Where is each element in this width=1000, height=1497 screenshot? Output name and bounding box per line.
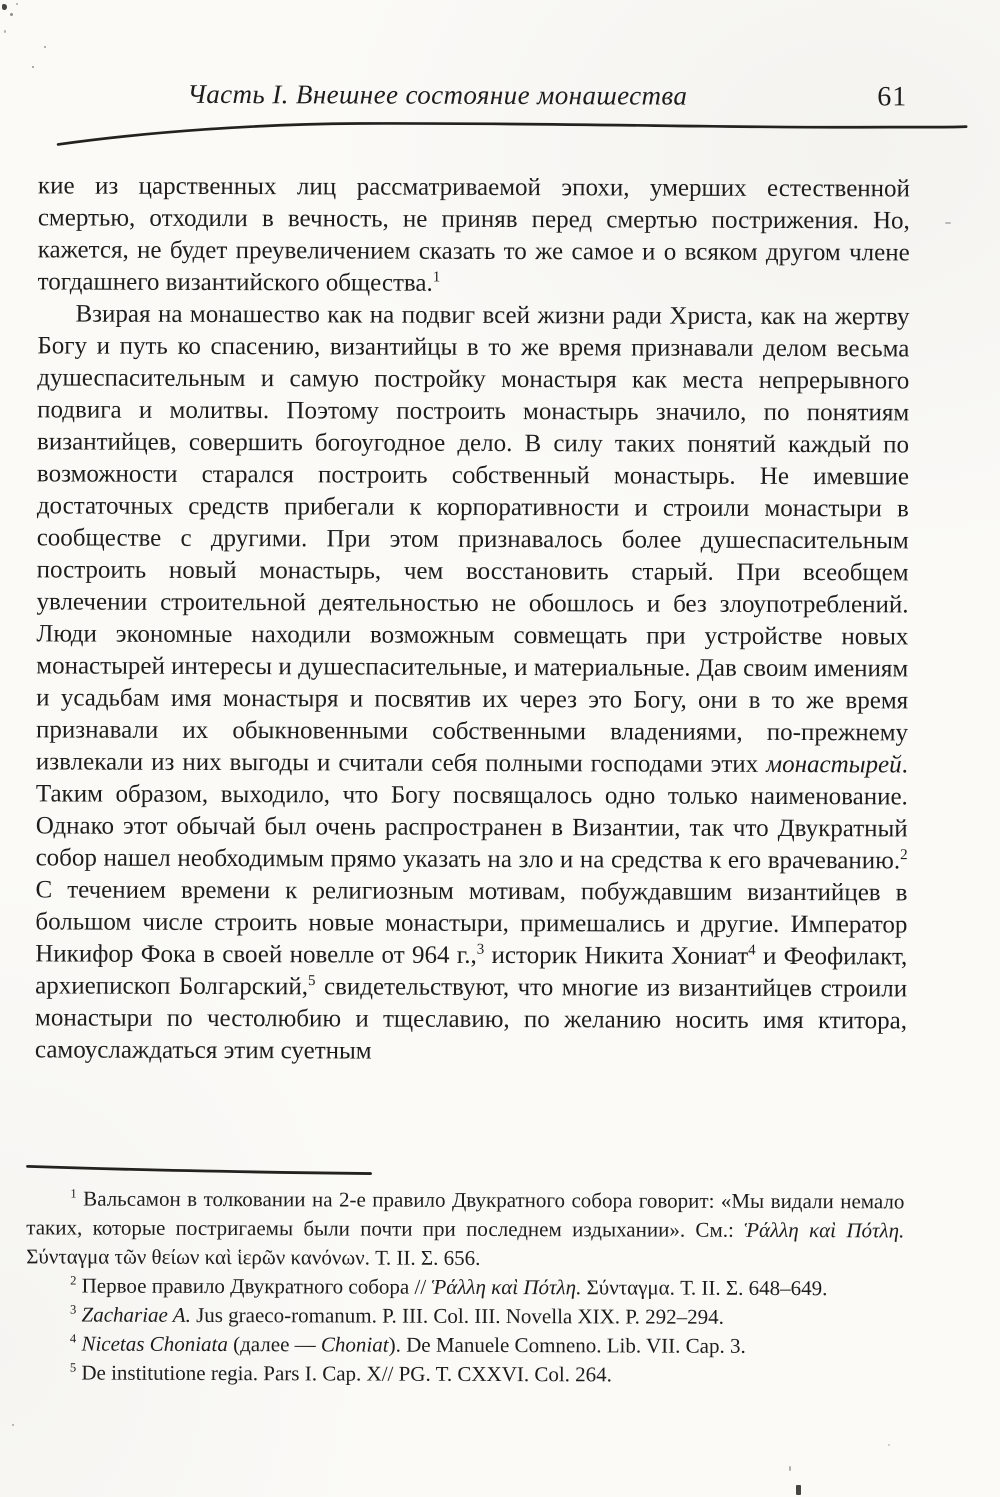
text-run-italic: Ῥάλλη καὶ Πότλη. (431, 1274, 582, 1300)
scan-speck (32, 66, 34, 68)
paragraph-continuation (38, 170, 910, 301)
footnote-4 (26, 1329, 904, 1361)
scan-speck (44, 46, 46, 48)
footnote-marker-5: 5 (69, 1360, 77, 1375)
footnote-3 (26, 1300, 904, 1332)
text-run: Jus graeco-romanum. P. III. Col. III. Novella XIX. P. 292–294. (190, 1302, 724, 1329)
scan-speck (12, 1424, 14, 1426)
text-run: Вальсамон в толковании на 2-е правило Двукратного собора говорит: «Мы видали немало таких, которые постригаемы были почти при последнем издыхании». См.: (26, 1186, 905, 1242)
text-run-italic: монастырей (766, 750, 902, 779)
footnote-5 (26, 1358, 904, 1390)
text-run-italic: Nicetas Choniata (76, 1331, 228, 1357)
scan-speck (16, 3, 18, 5)
text-run: Взирая на монашество как на подвиг всей жизни ради Христа, как на жертву Богу и путь ко спасению, византийцы в то же время признавали делом весьма душеспасительным и самую постройку монастыря как места непрерывного подвига и молитвы. Поэтому построить монастырь значило, по понятиям византийцев, совершить богоугодное дело. В силу таких понятий каждый по возможности старался построить собственный монастырь. Не имевшие достаточных средств прибегали к корпоративности и строили монастыри в сообществе с другими. При этом признавалось более душеспасительным построить новый монастырь, чем восстановить старый. При всеобщем увлечении строительной деятельностью не обошлось и без злоупотреблений. Люди экономные находили возможным совмещать при устройстве новых монастырей интересы и душеспасительные, и материальные. Дав своим имениям и усадьбам имя монастыря и посвятив их через это Богу, они в то же время признавали их обыкновенными собственными владениями, по-прежнему извлекали из них выгоды и считали себя полными господами этих (35, 300, 910, 778)
text-run: С течением времени к религиозным мотивам, побуждавшим византийцев в большом числе строить новые монастыри, примешались и другие. Император Никифор Фока в своей новелле от 964 г., (35, 876, 908, 969)
scan-speck (945, 222, 951, 224)
footnote-marker-4: 4 (69, 1331, 77, 1346)
text-run: историк Никита Хониат (484, 941, 749, 970)
scan-speck (4, 30, 6, 33)
text-run: и Феофилакт, архиепископ Болгарский, (35, 942, 908, 1001)
scan-speck (888, 1444, 890, 1446)
text-run: свидетельствуют, что многие из византийцев строили монастыри по честолюбию и тщеславию, по желанию носить имя ктитора, самоуслаждаться этим суетным (34, 973, 908, 1065)
scan-speck (10, 13, 13, 16)
scan-speck (789, 1466, 791, 1471)
text-run-italic: Zachariae A. (76, 1302, 191, 1327)
footnote-marker-3: 3 (70, 1302, 77, 1317)
footnote-separator-rule (25, 1161, 377, 1178)
text-run-italic: Ῥάλλη καὶ Πότλη. (744, 1217, 905, 1243)
footnote-marker-1: 1 (70, 1186, 77, 1201)
footnote-ref-1: 1 (432, 269, 441, 286)
header-rule (28, 116, 972, 153)
footnote-marker-2: 2 (70, 1273, 77, 1288)
text-run: De institutione regia. Pars I. Cap. X// PG. T. CXXVI. Col. 264. (76, 1360, 613, 1387)
footnote-ref-3: 3 (476, 941, 485, 958)
text-run-italic: Choniat (320, 1332, 389, 1357)
text-run: Σύνταγμα. Т. II. Σ. 648–649. (581, 1275, 828, 1301)
text-run: Σύνταγμα τῶν θείων καὶ ἱερῶν κανόνων. Т. II. Σ. 656. (26, 1244, 481, 1270)
scan-speck (796, 1485, 801, 1495)
footnote-2 (26, 1271, 904, 1303)
paragraph-main (35, 298, 910, 1069)
footnote-1 (26, 1184, 904, 1274)
footnote-ref-4: 4 (748, 942, 756, 959)
text-run: ). De Manuele Comneno. Lib. VII. Cap. 3. (388, 1332, 746, 1358)
body-text (35, 170, 910, 1069)
scan-speck (2, 4, 7, 10)
text-run: кие из царственных лиц рассматриваемой эпохи, умерших естественной смертью, отходили в вечность, не приняв перед смертью пострижения. Но, кажется, не будет преувеличением сказать то же самое и о всяком другом члене тогдашнего византийского общества. (37, 172, 911, 297)
text-run: Первое правило Двукратного собора // (76, 1273, 432, 1299)
footnote-ref-2: 2 (900, 847, 908, 864)
page-number: 61 (877, 81, 908, 113)
text-run: . Таким образом, выходило, что Богу посвящалось одно только наименование. Однако этот обычай был очень распространен в Византии, так что Двукратный собор нашел необходимым прямо указать на зло и на средства к его врачеванию. (35, 751, 908, 875)
footnotes (26, 1184, 905, 1390)
running-head-title: Часть I. Внешнее состояние монашества (187, 78, 688, 111)
footnote-ref-5: 5 (307, 973, 316, 990)
text-run: (далее — (227, 1332, 321, 1357)
